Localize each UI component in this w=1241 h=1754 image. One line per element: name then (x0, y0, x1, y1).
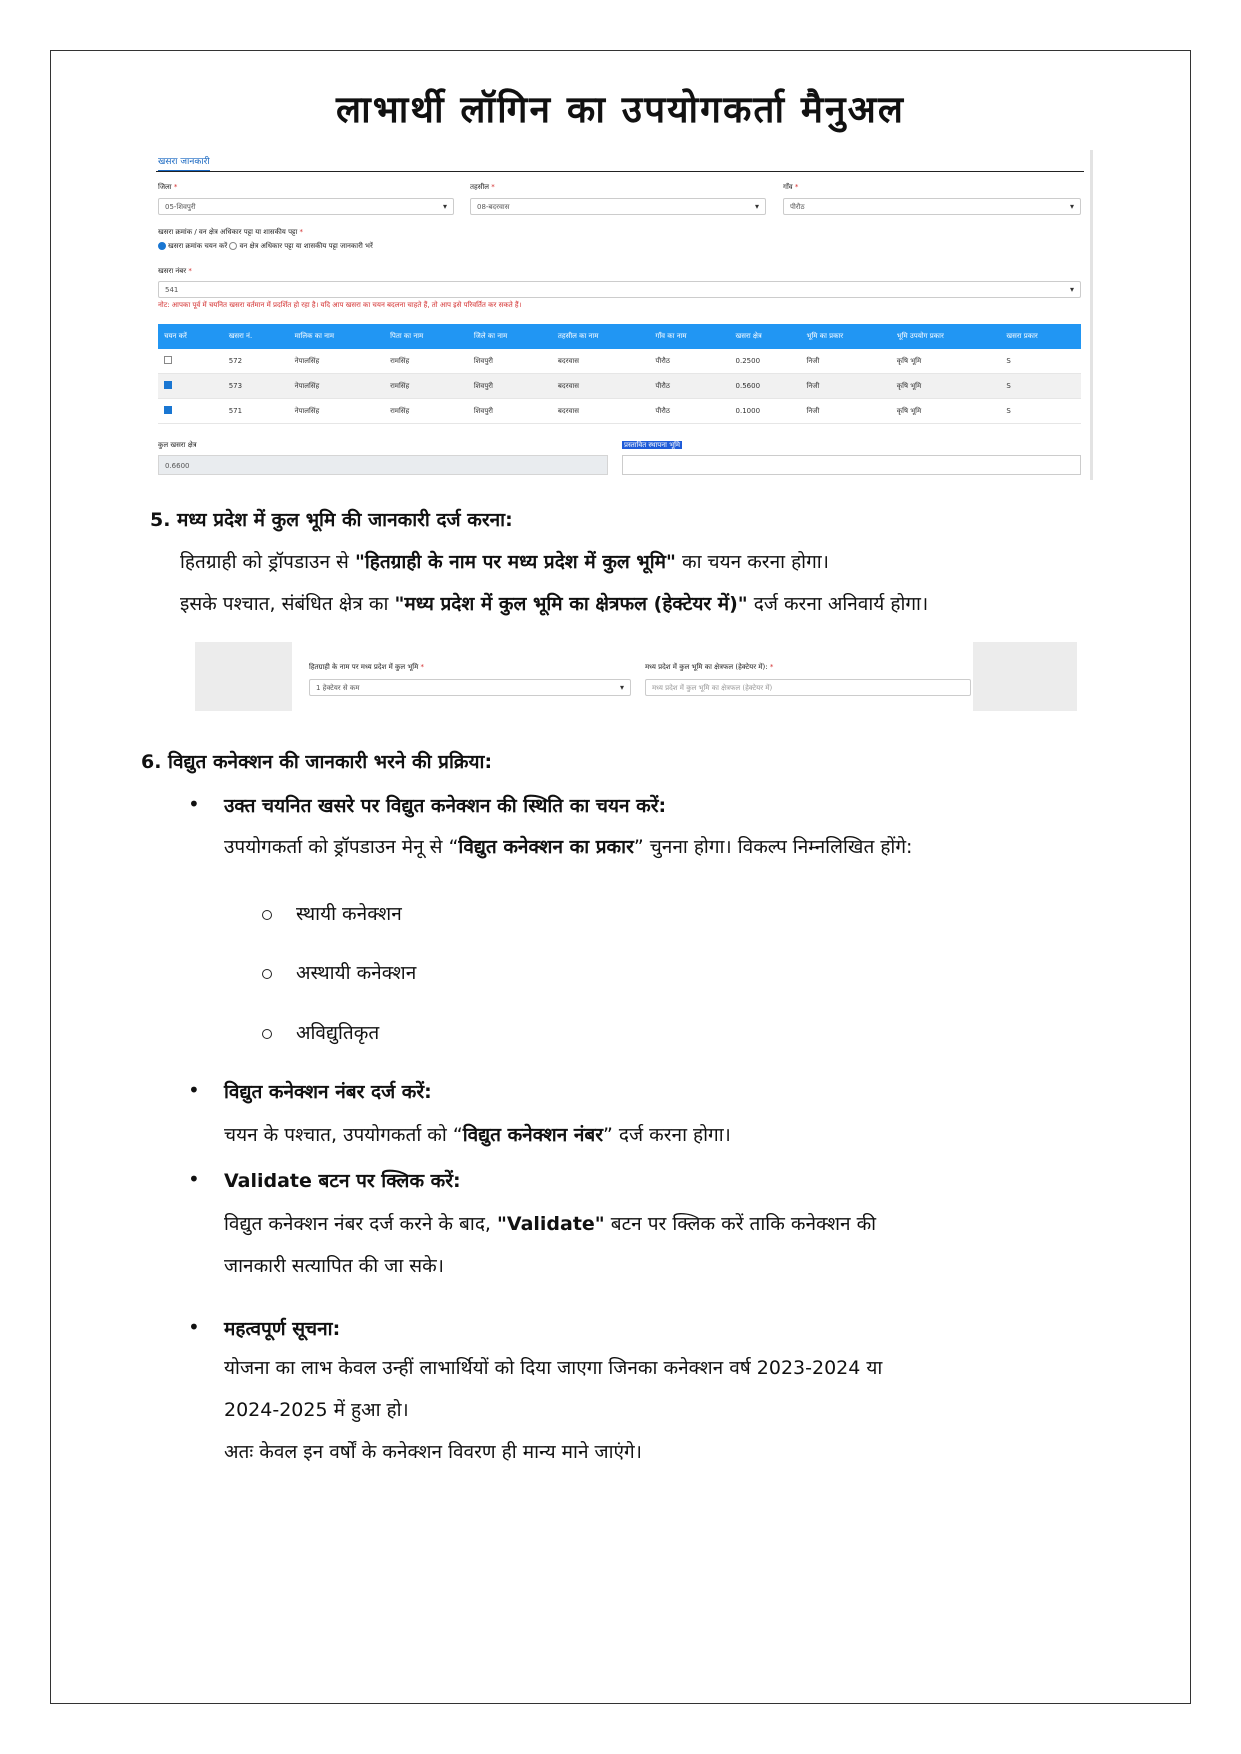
select-cell (158, 399, 223, 424)
khasra-note: नोट: आपका पूर्व में चयनित खसरा वर्तमान में प्रदर्शित हो रहा है। यदि आप खसरा का चयन बदलना चाहते हैं, तो आप इसे परिवर्तित कर सकते हैं। (158, 301, 522, 309)
select-cell (158, 349, 223, 374)
bullet3-text2: जानकारी सत्यापित की जा सके। (224, 1255, 444, 1277)
table-cell: रामसिंह (384, 374, 468, 399)
option-permanent: स्थायी कनेक्शन (262, 900, 402, 926)
total-area-label: मध्य प्रदेश में कुल भूमि का क्षेत्रफल (हेक्टेयर में): * (645, 663, 774, 671)
table-cell: कृषि भूमि (891, 374, 1001, 399)
total-land-screenshot (195, 642, 1077, 711)
table-header (158, 324, 1081, 349)
column-header: जिले का नाम (468, 324, 552, 349)
table-row (158, 349, 1081, 374)
table-cell: निजी (801, 374, 891, 399)
radio-forest-label: वन क्षेत्र अधिकार पट्टा या शासकीय पट्टा जानकारी भरें (239, 242, 373, 250)
table-cell: S (1000, 349, 1081, 374)
chevron-down-icon: ▾ (1069, 202, 1074, 211)
proposed-land-input[interactable] (622, 455, 1081, 475)
khasra-type-radio-group (158, 242, 373, 251)
chevron-down-icon: ▾ (1069, 285, 1074, 294)
tehsil-select[interactable]: 08-बदरवास ▾ (470, 198, 766, 215)
section5-heading: 5. मध्य प्रदेश में कुल भूमि की जानकारी दर्ज करना: (150, 509, 513, 531)
table-cell: पीरौठ (649, 349, 729, 374)
column-header: खसरा क्षेत्र (730, 324, 801, 349)
radio-forest-lease[interactable] (229, 242, 237, 250)
table-cell: 572 (223, 349, 289, 374)
table-cell: निजी (801, 349, 891, 374)
chevron-down-icon: ▾ (442, 202, 447, 211)
column-header: गाँव का नाम (649, 324, 729, 349)
khasra-table (158, 324, 1081, 424)
bullet4-text2: 2024-2025 में हुआ हो। (224, 1399, 409, 1421)
table-cell: 573 (223, 374, 289, 399)
section5-line2: इसके पश्चात, संबंधित क्षेत्र का "मध्य प्रदेश में कुल भूमि का क्षेत्रफल (हेक्टेयर में)" दर्ज करना अनिवार्य होगा। (180, 593, 929, 615)
divider (156, 171, 1084, 172)
table-row (158, 399, 1081, 424)
table-cell: शिवपुरी (468, 349, 552, 374)
column-header: खसरा प्रकार (1000, 324, 1081, 349)
bullet-icon: • (188, 1167, 200, 1191)
bullet4-title: महत्वपूर्ण सूचना: (224, 1318, 341, 1340)
proposed-land-label: प्रस्तावित स्थापना भूमि (624, 441, 681, 449)
table-cell: बदरवास (552, 374, 650, 399)
section5-line1: हितग्राही को ड्रॉपडाउन से "हितग्राही के नाम पर मध्य प्रदेश में कुल भूमि" का चयन करना होगा। (180, 551, 829, 573)
column-header: पिता का नाम (384, 324, 468, 349)
column-header: खसरा नं. (223, 324, 289, 349)
village-select[interactable]: पीरौठ ▾ (783, 198, 1081, 215)
chevron-down-icon: ▾ (619, 683, 624, 692)
khasra-number-label: खसरा नंबर * (158, 267, 192, 275)
table-cell: नेपालसिंह (289, 374, 385, 399)
table-cell: बदरवास (552, 349, 650, 374)
option-temporary: अस्थायी कनेक्शन (262, 959, 416, 985)
circle-bullet-icon (262, 969, 272, 979)
table-cell: 571 (223, 399, 289, 424)
table-cell: बदरवास (552, 399, 650, 424)
table-cell: निजी (801, 399, 891, 424)
option-unelectrified: अविद्युतिकृत (262, 1019, 379, 1045)
khasra-screenshot (156, 150, 1093, 480)
bullet2-title: विद्युत कनेक्शन नंबर दर्ज करें: (224, 1081, 432, 1103)
row-checkbox[interactable] (164, 356, 172, 364)
tehsil-label: तहसील * (470, 183, 495, 191)
circle-bullet-icon (262, 1029, 272, 1039)
table-cell: 0.1000 (730, 399, 801, 424)
bullet4-text1: योजना का लाभ केवल उन्हीं लाभार्थियों को दिया जाएगा जिनका कनेक्शन वर्ष 2023-2024 या (224, 1357, 883, 1379)
tab-khasra-info[interactable]: खसरा जानकारी (158, 154, 210, 172)
circle-bullet-icon (262, 910, 272, 920)
district-select[interactable]: 05-शिवपुरी ▾ (158, 198, 454, 215)
bullet-icon: • (188, 1078, 200, 1102)
khasra-type-question: खसरा क्रमांक / वन क्षेत्र अधिकार पट्टा या शासकीय पट्टा * (158, 228, 304, 236)
table-cell: रामसिंह (384, 399, 468, 424)
section6-heading: 6. विद्युत कनेक्शन की जानकारी भरने की प्रक्रिया: (141, 751, 493, 773)
table-cell: S (1000, 374, 1081, 399)
row-checkbox[interactable] (164, 381, 172, 389)
table-cell: 0.5600 (730, 374, 801, 399)
column-header: चयन करें (158, 324, 223, 349)
page-title: लाभार्थी लॉगिन का उपयोगकर्ता मैनुअल (336, 88, 905, 131)
total-area-label: कुल खसरा क्षेत्र (158, 441, 197, 449)
select-cell (158, 374, 223, 399)
column-header: भूमि का प्रकार (801, 324, 891, 349)
district-label: जिला * (158, 183, 178, 191)
column-header: भूमि उपयोग प्रकार (891, 324, 1001, 349)
table-cell: पीरौठ (649, 399, 729, 424)
table-row (158, 374, 1081, 399)
table-cell: S (1000, 399, 1081, 424)
table-cell: 0.2500 (730, 349, 801, 374)
bullet-icon: • (188, 1315, 200, 1339)
bullet3-title: Validate बटन पर क्लिक करें: (224, 1170, 461, 1192)
total-area-field: 0.6600 (158, 455, 608, 475)
bullet1-text: उपयोगकर्ता को ड्रॉपडाउन मेनू से “विद्युत कनेक्शन का प्रकार” चुनना होगा। विकल्प निम्नलिखित होंगे: (224, 836, 913, 858)
village-label: गाँव * (783, 183, 799, 191)
bullet2-text: चयन के पश्चात, उपयोगकर्ता को “विद्युत कनेक्शन नंबर” दर्ज करना होगा। (224, 1124, 731, 1146)
table-cell: शिवपुरी (468, 374, 552, 399)
bullet4-text3: अतः केवल इन वर्षों के कनेक्शन विवरण ही मान्य माने जाएंगे। (224, 1441, 642, 1463)
bullet1-title: उक्त चयनित खसरे पर विद्युत कनेक्शन की स्थिति का चयन करें: (224, 795, 667, 817)
column-header: तहसील का नाम (552, 324, 650, 349)
column-header: मालिक का नाम (289, 324, 385, 349)
chevron-down-icon: ▾ (754, 202, 759, 211)
radio-khasra-label: खसरा क्रमांक चयन करें (168, 242, 228, 250)
table-cell: पीरौठ (649, 374, 729, 399)
row-checkbox[interactable] (164, 406, 172, 414)
table-cell: कृषि भूमि (891, 399, 1001, 424)
total-area-input[interactable]: मध्य प्रदेश में कुल भूमि का क्षेत्रफल (हेक्टेयर में) (645, 679, 971, 696)
table-cell: कृषि भूमि (891, 349, 1001, 374)
khasra-number-select[interactable]: 541 ▾ (158, 281, 1081, 298)
radio-khasra-select[interactable] (158, 242, 166, 250)
bullet-icon: • (188, 792, 200, 816)
table-cell: नेपालसिंह (289, 399, 385, 424)
bullet3-text1: विद्युत कनेक्शन नंबर दर्ज करने के बाद, "Validate" बटन पर क्लिक करें ताकि कनेक्शन की (224, 1213, 877, 1235)
panel-shade-left (195, 642, 292, 711)
table-cell: शिवपुरी (468, 399, 552, 424)
panel-shade-right (973, 642, 1077, 711)
total-land-select[interactable]: 1 हेक्टेयर से कम ▾ (309, 679, 631, 696)
table-cell: नेपालसिंह (289, 349, 385, 374)
total-land-label: हितग्राही के नाम पर मध्य प्रदेश में कुल भूमि * (309, 663, 425, 671)
table-cell: रामसिंह (384, 349, 468, 374)
